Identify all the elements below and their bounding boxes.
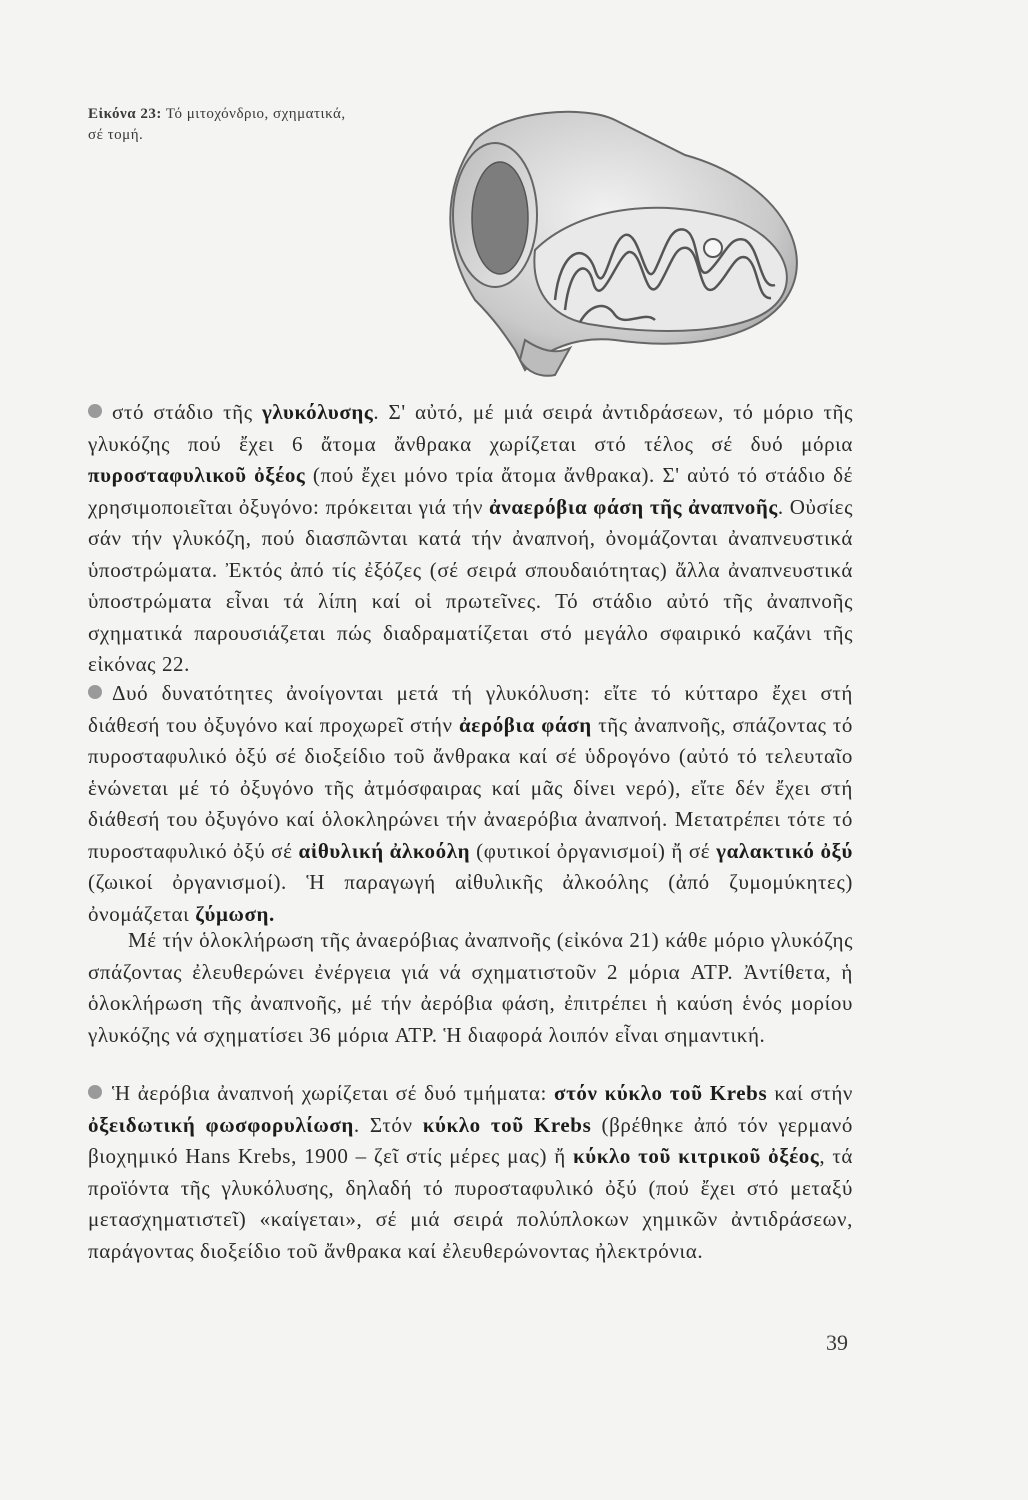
bullet-icon bbox=[88, 1085, 102, 1099]
text-run: , τά προϊόντα τῆς γλυκόλυσης, δηλαδή τό πυροσταφυλικό ὀξύ (πού ἔχει στό μεταξύ μετασχηματιστεῖ) «καίγεται», σέ μιά σειρά πολύπλοκων χημικῶν ἀντιδράσεων, παράγοντας διοξείδιο τοῦ ἄνθρακα καί ἐλευθερώνοντας ἠλεκτρόνια. bbox=[88, 1144, 853, 1263]
text-run: . Στόν bbox=[353, 1112, 423, 1137]
text-run: . Σ' αὐτό, μέ μιά σειρά ἀντιδράσεων, τό μόριο τῆς γλυκόζης πού ἔχει 6 ἄτομα ἄνθρακα χωρίζεται στό τέλος σέ δυό μόρια bbox=[88, 400, 853, 456]
bullet-icon bbox=[88, 685, 102, 699]
page-number: 39 bbox=[826, 1330, 848, 1355]
paragraph-text bbox=[88, 928, 853, 1047]
bold-term: ὀξειδωτική φωσφορυλίωση bbox=[88, 1112, 354, 1137]
bold-term: πυροσταφυλικοῦ ὀξέος bbox=[88, 463, 306, 487]
matrix-surface bbox=[534, 208, 787, 331]
text-run: . Οὐσίες σάν τήν γλυκόζη, πού διασπῶνται κατά τήν ἀναπνοή, ὀνομάζονται ἀναπνευστικά ὑποστρώματα. Ἐκτός ἀπό τίς ἐξόζες (σέ σειρά σπουδαιότητας) ἄλλα ἀναπνευστικά ὑποστρώματα εἶναι τά λίπη καί οἱ πρωτεῖνες. Τό στάδιο αὐτό τῆς ἀναπνοῆς σχηματικά παρουσιάζεται πώς διαδραματίζεται στό μεγάλο σφαιρικό καζάνι τῆς εἰκόνας 22. bbox=[88, 494, 853, 676]
bullet-icon bbox=[88, 404, 102, 418]
paragraph-text bbox=[88, 400, 853, 676]
bold-term: ἀερόβια φάση bbox=[458, 712, 592, 737]
figure-label: Εἰκόνα 23: bbox=[88, 106, 162, 122]
bold-term: ἀναερόβια φάση τῆς ἀναπνοῆς bbox=[489, 494, 778, 519]
paragraph-text bbox=[88, 1081, 853, 1263]
tube-inner bbox=[472, 162, 528, 274]
paragraph-krebs-cycle bbox=[88, 1078, 853, 1267]
figure-caption-text: Τό μιτοχόνδριο, σχηματικά, σέ τομή. bbox=[88, 106, 346, 143]
bold-term: κύκλο τοῦ κιτρικοῦ ὀξέος bbox=[572, 1144, 820, 1168]
bold-term: κύκλο τοῦ Krebs bbox=[422, 1112, 592, 1137]
paragraph-text bbox=[88, 681, 853, 926]
text-run: καί στήν bbox=[767, 1081, 854, 1105]
paragraph-atp-comparison bbox=[88, 925, 853, 1051]
text-run: (πού ἔχει μόνο τρία ἄτομα ἄνθρακα). Σ' αὐτό τό στάδιο δέ χρησιμοποιεῖται ὀξυγόνο: πρόκειται γιά τήν bbox=[88, 463, 853, 519]
paragraph-glycolysis bbox=[88, 397, 853, 681]
bold-term: ζύμωση. bbox=[195, 901, 275, 926]
paragraph-two-possibilities bbox=[88, 678, 853, 930]
figure-caption bbox=[88, 104, 348, 146]
text-run: Μέ τήν ὁλοκλήρωση τῆς ἀναερόβιας ἀναπνοῆς (εἰκόνα 21) κάθε μόριο γλυκόζης σπάζοντας ἐλευθερώνει ἐνέργεια γιά νά σχηματιστοῦν 2 μόρια ATP. Ἀντίθετα, ἡ ὁλοκλήρωση τῆς ἀναπνοῆς, μέ τήν ἀερόβια φάση, ἐπιτρέπει ἡ καύση ἑνός μορίου γλυκόζης νά σχηματίσει 36 μόρια ATP. Ἡ διαφορά λοιπόν εἶναι σημαντική. bbox=[88, 928, 853, 1047]
bold-term: στόν κύκλο τοῦ Krebs bbox=[554, 1081, 768, 1105]
text-run: (βρέθηκε ἀπό τόν γερμανό βιοχημικό Hans Krebs, 1900 – ζεῖ στίς μέρες μας) ἤ bbox=[88, 1112, 854, 1168]
text-run: Ἡ ἀερόβια ἀναπνοή χωρίζεται σέ δυό τμήματα: bbox=[112, 1081, 555, 1105]
mitochondrion-illustration bbox=[355, 100, 825, 380]
text-run: (ζωικοί ὀργανισμοί). Ἡ παραγωγή αἰθυλικῆς ἀλκοόλης (ἀπό ζυμομύκητες) ὀνομάζεται bbox=[88, 870, 853, 926]
bold-term: γλυκόλυσης bbox=[261, 400, 374, 424]
text-run: (φυτικοί ὀργανισμοί) ἤ σέ bbox=[470, 838, 717, 863]
text-run: στό στάδιο τῆς bbox=[112, 400, 262, 424]
text-run: Δυό δυνατότητες ἀνοίγονται μετά τή γλυκόλυση: εἴτε τό κύτταρο ἔχει στή διάθεσή του ὀξυγόνο καί προχωρεῖ στήν bbox=[88, 681, 853, 737]
bold-term: αἰθυλική ἀλκοόλη bbox=[298, 838, 471, 863]
text-run: τῆς ἀναπνοῆς, σπάζοντας τό πυροσταφυλικό ὀξύ σέ διοξείδιο τοῦ ἄνθρακα καί σέ ὑδρογόνο (αὐτό τό τελευταῖο ἑνώνεται μέ τό ὀξυγόνο τῆς ἀτμόσφαιρας καί μᾶς δίνει νερό), εἴτε δέν ἔχει στή διάθεσή του ὀξυγόνο καί ὁλοκληρώνει τήν ἀναερόβια ἀναπνοή. Μετατρέπει τότε τό πυροσταφυλικό ὀξύ σέ bbox=[88, 712, 853, 863]
granule bbox=[704, 239, 722, 257]
bold-term: γαλακτικό ὀξύ bbox=[716, 838, 854, 863]
